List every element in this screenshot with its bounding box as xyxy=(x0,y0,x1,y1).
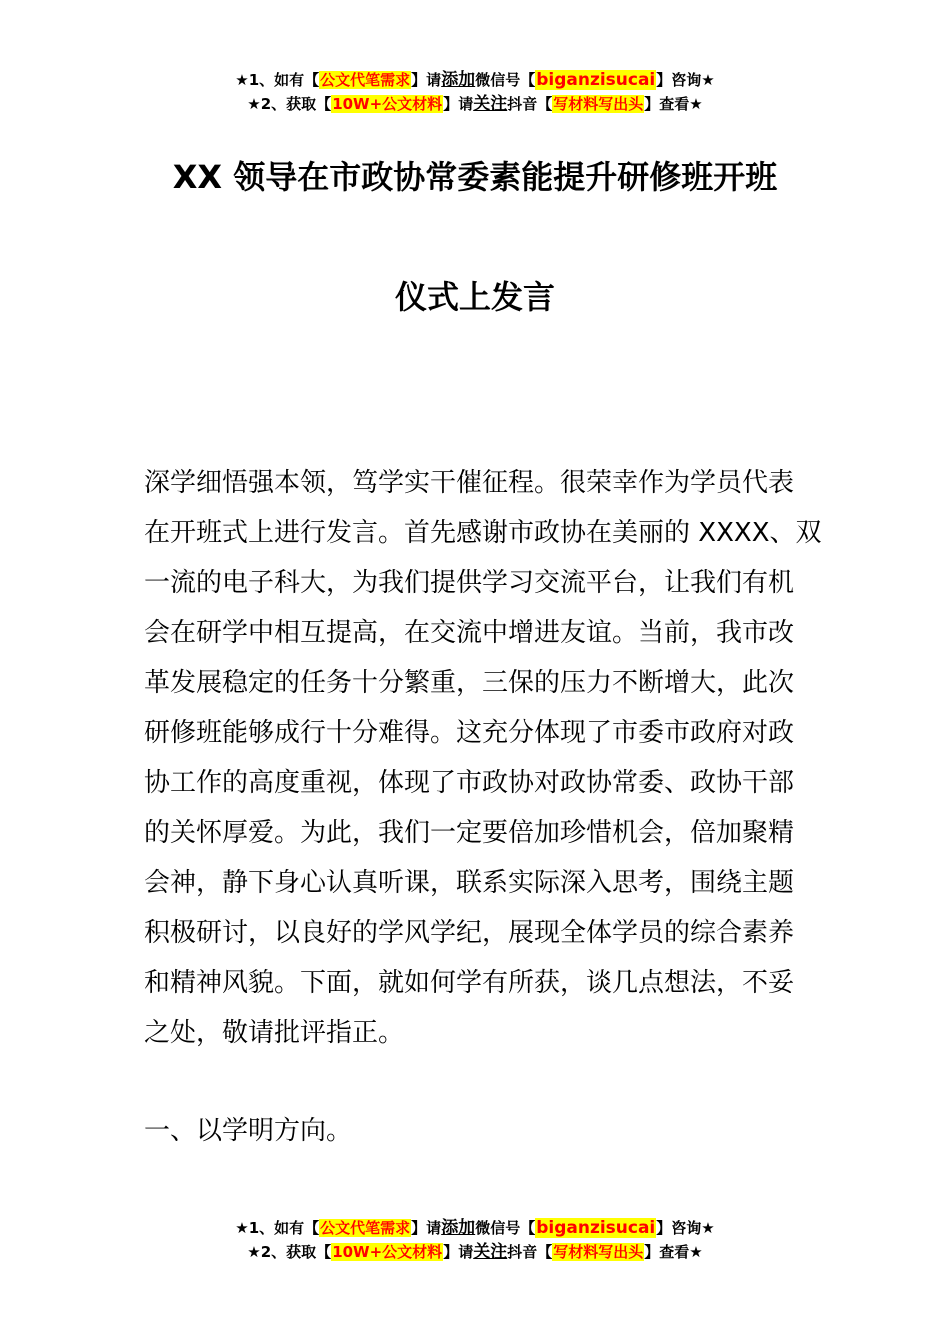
paragraph-line: 会神，静下身心认真听课，联系实际深入思考，围绕主题 xyxy=(144,868,795,898)
banner-line-2-prefix: ★2、获取【 xyxy=(247,1243,332,1261)
banner-line-2-mid: 】请 xyxy=(443,95,474,113)
banner-line-1-mid2: 微信号【 xyxy=(475,71,536,89)
paragraph-line: 之处，敬请批评指正。 xyxy=(144,1018,405,1048)
banner-line-1 xyxy=(0,1216,950,1240)
banner-highlight-ghostwriting: 公文代笔需求 xyxy=(320,71,411,89)
banner-line-2-mid2: 抖音【 xyxy=(507,95,553,113)
banner-line-2 xyxy=(0,1240,950,1264)
banner-line-2-suffix: 】查看★ xyxy=(644,95,703,113)
paragraph-line: 的关怀厚爱。为此，我们一定要倍加珍惜机会，倍加聚精 xyxy=(144,818,795,848)
banner-line-2-mid2: 抖音【 xyxy=(507,1243,553,1261)
paragraph-line: 协工作的高度重视，体现了市政协对政协常委、政协干部 xyxy=(144,768,795,798)
banner-highlight-wechat-id: biganzisucai xyxy=(536,1218,656,1238)
banner-line-1-prefix: ★1、如有【 xyxy=(235,1219,320,1237)
banner-line-1-mid: 】请 xyxy=(411,71,442,89)
banner-line-2 xyxy=(0,92,950,116)
banner-line-1-mid: 】请 xyxy=(411,1219,442,1237)
banner-emphasis-add: 添加 xyxy=(441,70,476,90)
banner-emphasis-add: 添加 xyxy=(441,1218,476,1238)
banner-highlight-materials: 10W+公文材料 xyxy=(332,95,443,113)
banner-line-1-mid2: 微信号【 xyxy=(475,1219,536,1237)
top-banner xyxy=(0,68,950,116)
paragraph-line: 研修班能够成行十分难得。这充分体现了市委市政府对政 xyxy=(144,718,795,748)
banner-line-1-suffix: 】咨询★ xyxy=(656,71,715,89)
banner-emphasis-follow: 关注 xyxy=(473,94,508,114)
bottom-banner xyxy=(0,1216,950,1264)
paragraph-line: 积极研讨，以良好的学风学纪，展现全体学员的综合素养 xyxy=(144,918,795,948)
banner-highlight-ghostwriting: 公文代笔需求 xyxy=(320,1219,411,1237)
document-title-line-2: 仪式上发言 xyxy=(394,278,555,316)
paragraph-line: 一流的电子科大，为我们提供学习交流平台，让我们有机 xyxy=(144,568,795,598)
banner-highlight-materials: 10W+公文材料 xyxy=(332,1243,443,1261)
paragraph-line: 在开班式上进行发言。首先感谢市政协在美丽的 XXXX、双 xyxy=(144,518,822,548)
banner-highlight-douyin-account: 写材料写出头 xyxy=(553,1243,644,1261)
document-title-line-1: XX 领导在市政协常委素能提升研修班开班 xyxy=(172,158,778,196)
banner-highlight-wechat-id: biganzisucai xyxy=(536,70,656,90)
banner-line-1 xyxy=(0,68,950,92)
body-paragraph-1 xyxy=(144,458,822,1058)
section-heading-text: 一、以学明方向。 xyxy=(144,1116,353,1146)
banner-emphasis-follow: 关注 xyxy=(473,1242,508,1262)
paragraph-line: 会在研学中相互提高，在交流中增进友谊。当前，我市改 xyxy=(144,618,795,648)
banner-line-2-prefix: ★2、获取【 xyxy=(247,95,332,113)
paragraph-line: 革发展稳定的任务十分繁重，三保的压力不断增大，此次 xyxy=(144,668,795,698)
section-heading-1 xyxy=(144,1106,808,1156)
banner-line-2-mid: 】请 xyxy=(443,1243,474,1261)
banner-line-1-suffix: 】咨询★ xyxy=(656,1219,715,1237)
paragraph-line: 和精神风貌。下面，就如何学有所获，谈几点想法，不妥 xyxy=(144,968,795,998)
paragraph-line: 深学细悟强本领，笃学实干催征程。很荣幸作为学员代表 xyxy=(144,468,795,498)
banner-highlight-douyin-account: 写材料写出头 xyxy=(553,95,644,113)
banner-line-1-prefix: ★1、如有【 xyxy=(235,71,320,89)
banner-line-2-suffix: 】查看★ xyxy=(644,1243,703,1261)
